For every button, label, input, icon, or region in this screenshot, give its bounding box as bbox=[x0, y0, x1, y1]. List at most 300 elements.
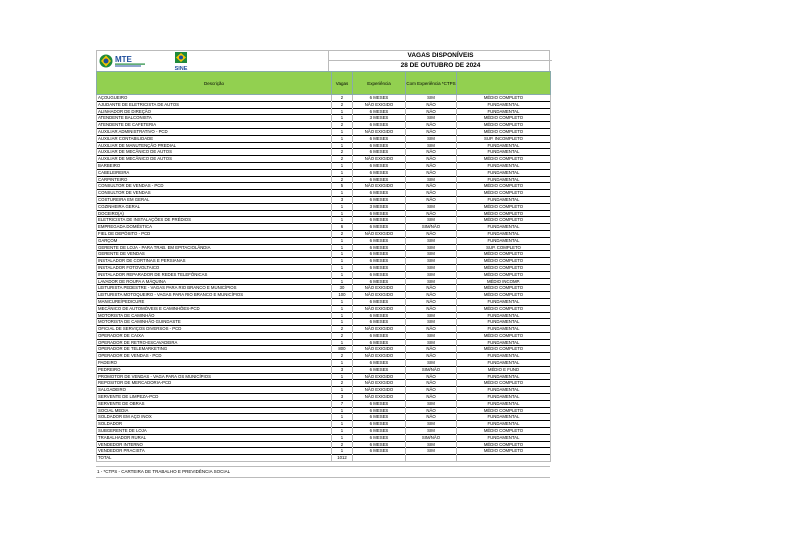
cell-vacancies: 1 bbox=[332, 421, 353, 428]
table-row bbox=[97, 312, 551, 319]
cell-vacancies: 1 bbox=[332, 448, 353, 455]
mte-logo bbox=[99, 53, 149, 69]
table-row bbox=[97, 353, 551, 360]
cell-education: MÉDIO COMPLETO bbox=[457, 128, 551, 135]
cell-vacancies: 2 bbox=[332, 149, 353, 156]
table-row bbox=[97, 183, 551, 190]
cell-education: FUNDAMENTAL bbox=[457, 176, 551, 183]
cell-education: MÉDIO COMPLETO bbox=[457, 407, 551, 414]
table-row bbox=[97, 319, 551, 326]
cell-vacancies: 5 bbox=[332, 183, 353, 190]
table-row bbox=[97, 441, 551, 448]
cell-vacancies: 1 bbox=[332, 312, 353, 319]
cell-ctps: NÃO bbox=[406, 169, 457, 176]
cell-vacancies: 2 bbox=[332, 176, 353, 183]
cell-ctps: NÃO bbox=[406, 407, 457, 414]
cell-education: MÉDIO COMPLETO bbox=[457, 380, 551, 387]
cell-vacancies: 800 bbox=[332, 346, 353, 353]
page-date: 28 DE OUTUBRO DE 2024 bbox=[400, 62, 481, 69]
cell-education: FUNDAMENTAL bbox=[457, 339, 551, 346]
cell-ctps: NÃO bbox=[406, 326, 457, 333]
cell-education: FUNDAMENTAL bbox=[457, 196, 551, 203]
cell-education: MÉDIO COMPLETO bbox=[457, 122, 551, 129]
cell-vacancies: 1 bbox=[332, 217, 353, 224]
cell-experience: NÃO EXIGIDO bbox=[353, 326, 406, 333]
cell-vacancies: 1 bbox=[332, 210, 353, 217]
job-vacancies-sheet bbox=[96, 50, 550, 478]
cell-ctps: SIM bbox=[406, 258, 457, 265]
cell-description: CARPINTEIRO bbox=[97, 176, 332, 183]
cell-education: MÉDIO COMPLETO bbox=[457, 332, 551, 339]
cell-experience: NÃO EXIGIDO bbox=[353, 373, 406, 380]
cell-experience: NÃO EXIGIDO bbox=[353, 305, 406, 312]
cell-ctps: NÃO bbox=[406, 394, 457, 401]
cell-description: LEITURISTA PEDESTRE - VAGAS PARA RIO BRANCO E MUNICÍPIOS bbox=[97, 285, 332, 292]
cell-education: MÉDIO E FUND bbox=[457, 366, 551, 373]
cell-description: EMPREGADA DOMÉSTICA bbox=[97, 224, 332, 231]
cell-ctps: SIM bbox=[406, 135, 457, 142]
cell-education: SUP. INCOMPLETO bbox=[457, 135, 551, 142]
cell-description: COSTUREIRA EM GERAL bbox=[97, 196, 332, 203]
cell-experience: 6 MESES bbox=[353, 360, 406, 367]
cell-description: OPERADOR DE CAIXA bbox=[97, 332, 332, 339]
cell-education: MÉDIO COMPLETO bbox=[457, 203, 551, 210]
table-row bbox=[97, 251, 551, 258]
cell-description: AUXILIAR DE MANUTENÇÃO PREDIAL bbox=[97, 142, 332, 149]
cell-experience: 6 MESES bbox=[353, 366, 406, 373]
cell-ctps: SIM bbox=[406, 312, 457, 319]
table-row bbox=[97, 285, 551, 292]
table-row bbox=[97, 292, 551, 299]
cell-vacancies: 1 bbox=[332, 373, 353, 380]
cell-ctps: SIM bbox=[406, 400, 457, 407]
cell-education: FUNDAMENTAL bbox=[457, 298, 551, 305]
cell-experience: 6 MESES bbox=[353, 271, 406, 278]
cell-experience: 6 MESES bbox=[353, 169, 406, 176]
cell-experience: NÃO EXIGIDO bbox=[353, 346, 406, 353]
cell-vacancies: 1 bbox=[332, 237, 353, 244]
cell-experience: 6 MESES bbox=[353, 400, 406, 407]
table-row bbox=[97, 162, 551, 169]
cell-education: FUNDAMENTAL bbox=[457, 387, 551, 394]
cell-ctps: SIM bbox=[406, 217, 457, 224]
cell-education: MÉDIO COMPLETO bbox=[457, 210, 551, 217]
cell-experience: 6 MESES bbox=[353, 278, 406, 285]
table-row bbox=[97, 271, 551, 278]
cell-experience: 3 MESES bbox=[353, 115, 406, 122]
cell-experience: 6 MESES bbox=[353, 95, 406, 102]
cell-experience: 6 MESES bbox=[353, 298, 406, 305]
table-row bbox=[97, 128, 551, 135]
cell-description: PADEIRO bbox=[97, 360, 332, 367]
page-title: VAGAS DISPONÍVEIS bbox=[329, 51, 552, 61]
table-row bbox=[97, 108, 551, 115]
cell-experience: 6 MESES bbox=[353, 210, 406, 217]
cell-experience: NÃO EXIGIDO bbox=[353, 353, 406, 360]
table-row bbox=[97, 169, 551, 176]
cell-description: AUXILIAR DE MECÂNICO DE AUTOS bbox=[97, 156, 332, 163]
cell-experience: 6 MESES bbox=[353, 434, 406, 441]
cell-ctps: SIM bbox=[406, 95, 457, 102]
cell-vacancies: 2 bbox=[332, 101, 353, 108]
cell-vacancies: 30 bbox=[332, 285, 353, 292]
cell-ctps: SIM bbox=[406, 271, 457, 278]
table-row bbox=[97, 339, 551, 346]
table-row bbox=[97, 135, 551, 142]
cell-vacancies: 1 bbox=[332, 128, 353, 135]
cell-vacancies: 2 bbox=[332, 230, 353, 237]
cell-description: GERENTE DE LOJA - PARA TRAB. EM EPITACIOLÂNDIA bbox=[97, 244, 332, 251]
cell-education: FUNDAMENTAL bbox=[457, 312, 551, 319]
cell-experience: 6 MESES bbox=[353, 448, 406, 455]
table-row bbox=[97, 176, 551, 183]
cell-vacancies: 1 bbox=[332, 407, 353, 414]
cell-experience: 6 MESES bbox=[353, 135, 406, 142]
cell-education: MÉDIO COMPLETO bbox=[457, 95, 551, 102]
cell-experience: NÃO EXIGIDO bbox=[353, 387, 406, 394]
cell-education: FUNDAMENTAL bbox=[457, 142, 551, 149]
cell-description: OPERADOR DE TELEMARKETING bbox=[97, 346, 332, 353]
table-row bbox=[97, 101, 551, 108]
cell-ctps: NÃO bbox=[406, 298, 457, 305]
cell-ctps: SIM bbox=[406, 244, 457, 251]
cell-experience: 6 MESES bbox=[353, 176, 406, 183]
cell-experience: NÃO EXIGIDO bbox=[353, 101, 406, 108]
cell-experience: NÃO EXIGIDO bbox=[353, 285, 406, 292]
cell-description: PROMOTOR DE VENDAS - VAGA PARA OS MUNICÍPIOS bbox=[97, 373, 332, 380]
cell-education: MÉDIO COMPLETO bbox=[457, 258, 551, 265]
cell-ctps: SIM bbox=[406, 142, 457, 149]
cell-ctps: SIM/NÃO bbox=[406, 434, 457, 441]
total-empty-cell bbox=[457, 455, 551, 462]
cell-description: LAVADOR DE ROUPA A MÁQUINA bbox=[97, 278, 332, 285]
cell-description: INSTALADOR REPARADOR DE REDES TELEFÔNICAS bbox=[97, 271, 332, 278]
cell-vacancies: 1 bbox=[332, 108, 353, 115]
cell-ctps: NÃO bbox=[406, 196, 457, 203]
cell-description: SOLDADOR bbox=[97, 421, 332, 428]
cell-education: MÉDIO COMPLETO bbox=[457, 156, 551, 163]
cell-ctps: NÃO bbox=[406, 183, 457, 190]
cell-experience: 6 MESES bbox=[353, 217, 406, 224]
cell-description: OFICIAL DE SERVIÇOS DIVERSOS - PCD bbox=[97, 326, 332, 333]
cell-description: OPERADOR DE RETRO-ESCAVADEIRA bbox=[97, 339, 332, 346]
cell-experience: 6 MESES bbox=[353, 162, 406, 169]
cell-education: MÉDIO COMPLETO bbox=[457, 292, 551, 299]
cell-vacancies: 1 bbox=[332, 271, 353, 278]
cell-vacancies: 1 bbox=[332, 169, 353, 176]
cell-ctps: NÃO bbox=[406, 305, 457, 312]
cell-experience: 6 MESES bbox=[353, 407, 406, 414]
cell-vacancies: 2 bbox=[332, 326, 353, 333]
cell-vacancies: 100 bbox=[332, 292, 353, 299]
cell-education: MÉDIO COMPLETO bbox=[457, 271, 551, 278]
cell-description: AÇOUGUEIRO bbox=[97, 95, 332, 102]
table-row bbox=[97, 448, 551, 455]
cell-vacancies: 1 bbox=[332, 135, 353, 142]
table-row bbox=[97, 224, 551, 231]
table-row bbox=[97, 122, 551, 129]
cell-education: MÉDIO INCOMP. bbox=[457, 278, 551, 285]
cell-vacancies: 3 bbox=[332, 196, 353, 203]
table-row bbox=[97, 190, 551, 197]
cell-vacancies: 6 bbox=[332, 224, 353, 231]
total-empty-cell bbox=[406, 455, 457, 462]
cell-vacancies: 1 bbox=[332, 258, 353, 265]
cell-experience: 6 MESES bbox=[353, 122, 406, 129]
cell-experience: NÃO EXIGIDO bbox=[353, 230, 406, 237]
cell-experience: 6 MESES bbox=[353, 312, 406, 319]
table-row bbox=[97, 332, 551, 339]
table-row bbox=[97, 149, 551, 156]
cell-vacancies: 1 bbox=[332, 278, 353, 285]
sine-logo bbox=[171, 52, 191, 71]
cell-experience: 6 MESES bbox=[353, 224, 406, 231]
cell-education: FUNDAMENTAL bbox=[457, 373, 551, 380]
table-row bbox=[97, 428, 551, 435]
table-row bbox=[97, 298, 551, 305]
cell-education: FUNDAMENTAL bbox=[457, 162, 551, 169]
cell-ctps: NÃO bbox=[406, 162, 457, 169]
cell-education: MÉDIO COMPLETO bbox=[457, 251, 551, 258]
cell-ctps: SIM bbox=[406, 251, 457, 258]
cell-description: MOTORISTA DE CAMINHÃO GUINDASTE bbox=[97, 319, 332, 326]
cell-education: MÉDIO COMPLETO bbox=[457, 217, 551, 224]
cell-ctps: NÃO bbox=[406, 128, 457, 135]
cell-experience: NÃO EXIGIDO bbox=[353, 380, 406, 387]
cell-description: SALGADEIRO bbox=[97, 387, 332, 394]
cell-description: REPOSITOR DE MERCADORIA-PCD bbox=[97, 380, 332, 387]
table-header-row bbox=[97, 72, 551, 95]
cell-education: FUNDAMENTAL bbox=[457, 360, 551, 367]
cell-vacancies: 1 bbox=[332, 387, 353, 394]
table-row bbox=[97, 414, 551, 421]
table-row bbox=[97, 142, 551, 149]
cell-education: MÉDIO COMPLETO bbox=[457, 428, 551, 435]
cell-vacancies: 1 bbox=[332, 305, 353, 312]
cell-ctps: SIM bbox=[406, 448, 457, 455]
cell-description: VENDEDOR INTERNO bbox=[97, 441, 332, 448]
cell-ctps: SIM bbox=[406, 203, 457, 210]
cell-education: MÉDIO COMPLETO bbox=[457, 264, 551, 271]
cell-experience: 6 MESES bbox=[353, 421, 406, 428]
table-row bbox=[97, 387, 551, 394]
cell-description: AJUDANTE DE ELETRICISTA DE AUTOS bbox=[97, 101, 332, 108]
cell-vacancies: 1 bbox=[332, 203, 353, 210]
cell-description: AUXILIAR DE MECÂNICO DE AUTOS bbox=[97, 149, 332, 156]
cell-description: ATENDENTE BALCONISTA bbox=[97, 115, 332, 122]
cell-description: DOCEIRO(A) bbox=[97, 210, 332, 217]
cell-vacancies: 2 bbox=[332, 353, 353, 360]
cell-vacancies: 1 bbox=[332, 162, 353, 169]
cell-education: MÉDIO COMPLETO bbox=[457, 448, 551, 455]
cell-ctps: NÃO bbox=[406, 122, 457, 129]
table-body bbox=[97, 95, 551, 455]
table-row bbox=[97, 366, 551, 373]
cell-education: MÉDIO COMPLETO bbox=[457, 305, 551, 312]
cell-ctps: NÃO bbox=[406, 108, 457, 115]
cell-experience: NÃO EXIGIDO bbox=[353, 394, 406, 401]
table-row bbox=[97, 196, 551, 203]
cell-ctps: SIM/NÃO bbox=[406, 224, 457, 231]
cell-experience: NÃO EXIGIDO bbox=[353, 183, 406, 190]
cell-vacancies: 1 bbox=[332, 339, 353, 346]
cell-vacancies: 1 bbox=[332, 142, 353, 149]
table-row bbox=[97, 203, 551, 210]
cell-education: FUNDAMENTAL bbox=[457, 101, 551, 108]
cell-education: FUNDAMENTAL bbox=[457, 434, 551, 441]
cell-vacancies: 1 bbox=[332, 251, 353, 258]
table-row bbox=[97, 156, 551, 163]
cell-ctps: SIM bbox=[406, 176, 457, 183]
cell-experience: 3 MESES bbox=[353, 203, 406, 210]
cell-experience: 6 MESES bbox=[353, 149, 406, 156]
cell-vacancies: 1 bbox=[332, 298, 353, 305]
cell-description: AUXILIAR CONTABILIDADE bbox=[97, 135, 332, 142]
cell-education: FUNDAMENTAL bbox=[457, 169, 551, 176]
cell-ctps: SIM bbox=[406, 339, 457, 346]
total-row bbox=[97, 455, 551, 462]
cell-education: FUNDAMENTAL bbox=[457, 224, 551, 231]
cell-education: FUNDAMENTAL bbox=[457, 326, 551, 333]
cell-education: FUNDAMENTAL bbox=[457, 353, 551, 360]
cell-education: FUNDAMENTAL bbox=[457, 319, 551, 326]
table-row bbox=[97, 400, 551, 407]
cell-description: PEDREIRO bbox=[97, 366, 332, 373]
cell-ctps: SIM bbox=[406, 115, 457, 122]
cell-description: TRABALHADOR RURAL bbox=[97, 434, 332, 441]
cell-description: FIEL DE DEPÓSITO - PCD bbox=[97, 230, 332, 237]
cell-education: FUNDAMENTAL bbox=[457, 237, 551, 244]
cell-experience: 6 MESES bbox=[353, 251, 406, 258]
cell-ctps: NÃO bbox=[406, 414, 457, 421]
sheet-header bbox=[96, 50, 550, 71]
column-header-vacancies: Vagas bbox=[332, 72, 353, 95]
cell-description: ELETRICISTA DE INSTALAÇÕES DE PRÉDIOS bbox=[97, 217, 332, 224]
cell-education: SUP. COMPLETO bbox=[457, 244, 551, 251]
table-row bbox=[97, 264, 551, 271]
cell-ctps: NÃO bbox=[406, 292, 457, 299]
cell-vacancies: 2 bbox=[332, 95, 353, 102]
column-header-experience: Experiência bbox=[353, 72, 406, 95]
cell-description: AUXILIAR ADMINISTRATIVO - PCD bbox=[97, 128, 332, 135]
cell-vacancies: 1 bbox=[332, 434, 353, 441]
cell-vacancies: 2 bbox=[332, 122, 353, 129]
cell-education: MÉDIO COMPLETO bbox=[457, 346, 551, 353]
cell-description: INSTALADOR DE CORTINAS E PERSIANAS bbox=[97, 258, 332, 265]
cell-ctps: SIM bbox=[406, 421, 457, 428]
cell-description: OPERADOR DE VENDAS - PCD bbox=[97, 353, 332, 360]
table-row bbox=[97, 346, 551, 353]
sine-logo-text: SINE bbox=[174, 66, 188, 71]
cell-experience: 6 MESES bbox=[353, 237, 406, 244]
cell-ctps: NÃO bbox=[406, 380, 457, 387]
cell-vacancies: 1 bbox=[332, 360, 353, 367]
cell-education: FUNDAMENTAL bbox=[457, 394, 551, 401]
cell-education: FUNDAMENTAL bbox=[457, 108, 551, 115]
cell-education: MÉDIO COMPLETO bbox=[457, 285, 551, 292]
cell-description: SUBGERENTE DE LOJA bbox=[97, 428, 332, 435]
cell-experience: 6 MESES bbox=[353, 108, 406, 115]
cell-experience: NÃO EXIGIDO bbox=[353, 292, 406, 299]
cell-ctps: NÃO bbox=[406, 346, 457, 353]
cell-vacancies: 2 bbox=[332, 380, 353, 387]
cell-ctps: SIM/NÃO bbox=[406, 366, 457, 373]
cell-description: GARÇOM bbox=[97, 237, 332, 244]
cell-description: COZINHEIRA GERAL bbox=[97, 203, 332, 210]
column-header-education bbox=[457, 72, 551, 95]
cell-description: VENDEDOR PRACISTA bbox=[97, 448, 332, 455]
cell-ctps: NÃO bbox=[406, 156, 457, 163]
total-empty-cell bbox=[353, 455, 406, 462]
cell-vacancies: 3 bbox=[332, 366, 353, 373]
total-label: TOTAL bbox=[97, 455, 332, 462]
cell-ctps: NÃO bbox=[406, 387, 457, 394]
cell-vacancies: 1 bbox=[332, 190, 353, 197]
cell-vacancies: 2 bbox=[332, 441, 353, 448]
cell-ctps: SIM bbox=[406, 332, 457, 339]
table-row bbox=[97, 237, 551, 244]
table-row bbox=[97, 326, 551, 333]
table-row bbox=[97, 407, 551, 414]
table-row bbox=[97, 95, 551, 102]
table-row bbox=[97, 305, 551, 312]
table-row bbox=[97, 210, 551, 217]
table-row bbox=[97, 278, 551, 285]
cell-experience: 6 MESES bbox=[353, 142, 406, 149]
cell-experience: 6 MESES bbox=[353, 264, 406, 271]
cell-description: LEITURISTA MOTOQUEIRO - VAGAS PARA RIO BRANCO E MUNICÍPIOS bbox=[97, 292, 332, 299]
cell-vacancies: 1 bbox=[332, 414, 353, 421]
table-row bbox=[97, 380, 551, 387]
cell-description: INSTALADOR FOTOVOLTAICO bbox=[97, 264, 332, 271]
cell-description: CONSULTOR DE VENDAS - PCD bbox=[97, 183, 332, 190]
cell-experience: 6 MESES bbox=[353, 196, 406, 203]
table-row bbox=[97, 230, 551, 237]
cell-vacancies: 1 bbox=[332, 428, 353, 435]
cell-description: SOLDADOR EM AÇO INOX bbox=[97, 414, 332, 421]
cell-description: MECÂNICO DE AUTOMÓVEIS E CAMINHÕES-PCD bbox=[97, 305, 332, 312]
cell-experience: NÃO EXIGIDO bbox=[353, 128, 406, 135]
vacancies-table bbox=[96, 71, 551, 462]
cell-experience: 6 MESES bbox=[353, 339, 406, 346]
cell-education: FUNDAMENTAL bbox=[457, 230, 551, 237]
cell-experience: NÃO EXIGIDO bbox=[353, 156, 406, 163]
table-row bbox=[97, 373, 551, 380]
cell-vacancies: 2 bbox=[332, 156, 353, 163]
cell-experience: 6 MESES bbox=[353, 332, 406, 339]
mte-logo-text: MTE bbox=[115, 55, 132, 64]
cell-ctps: NÃO bbox=[406, 373, 457, 380]
cell-vacancies: 1 bbox=[332, 264, 353, 271]
cell-education: FUNDAMENTAL bbox=[457, 414, 551, 421]
cell-ctps: SIM bbox=[406, 264, 457, 271]
cell-education: MÉDIO COMPLETO bbox=[457, 183, 551, 190]
total-value: 1012 bbox=[332, 455, 353, 462]
footnote: 1 - *CTPS - CARTEIRA DE TRABALHO E PREVIDÊNCIA SOCIAL bbox=[96, 466, 550, 478]
cell-vacancies: 1 bbox=[332, 319, 353, 326]
cell-vacancies: 1 bbox=[332, 115, 353, 122]
cell-experience: 6 MESES bbox=[353, 428, 406, 435]
cell-experience: 6 MESES bbox=[353, 190, 406, 197]
cell-ctps: SIM bbox=[406, 428, 457, 435]
table-row bbox=[97, 217, 551, 224]
table-row bbox=[97, 434, 551, 441]
cell-ctps: SIM bbox=[406, 360, 457, 367]
cell-ctps: NÃO bbox=[406, 285, 457, 292]
cell-ctps: NÃO bbox=[406, 101, 457, 108]
table-row bbox=[97, 115, 551, 122]
cell-experience: 6 MESES bbox=[353, 441, 406, 448]
